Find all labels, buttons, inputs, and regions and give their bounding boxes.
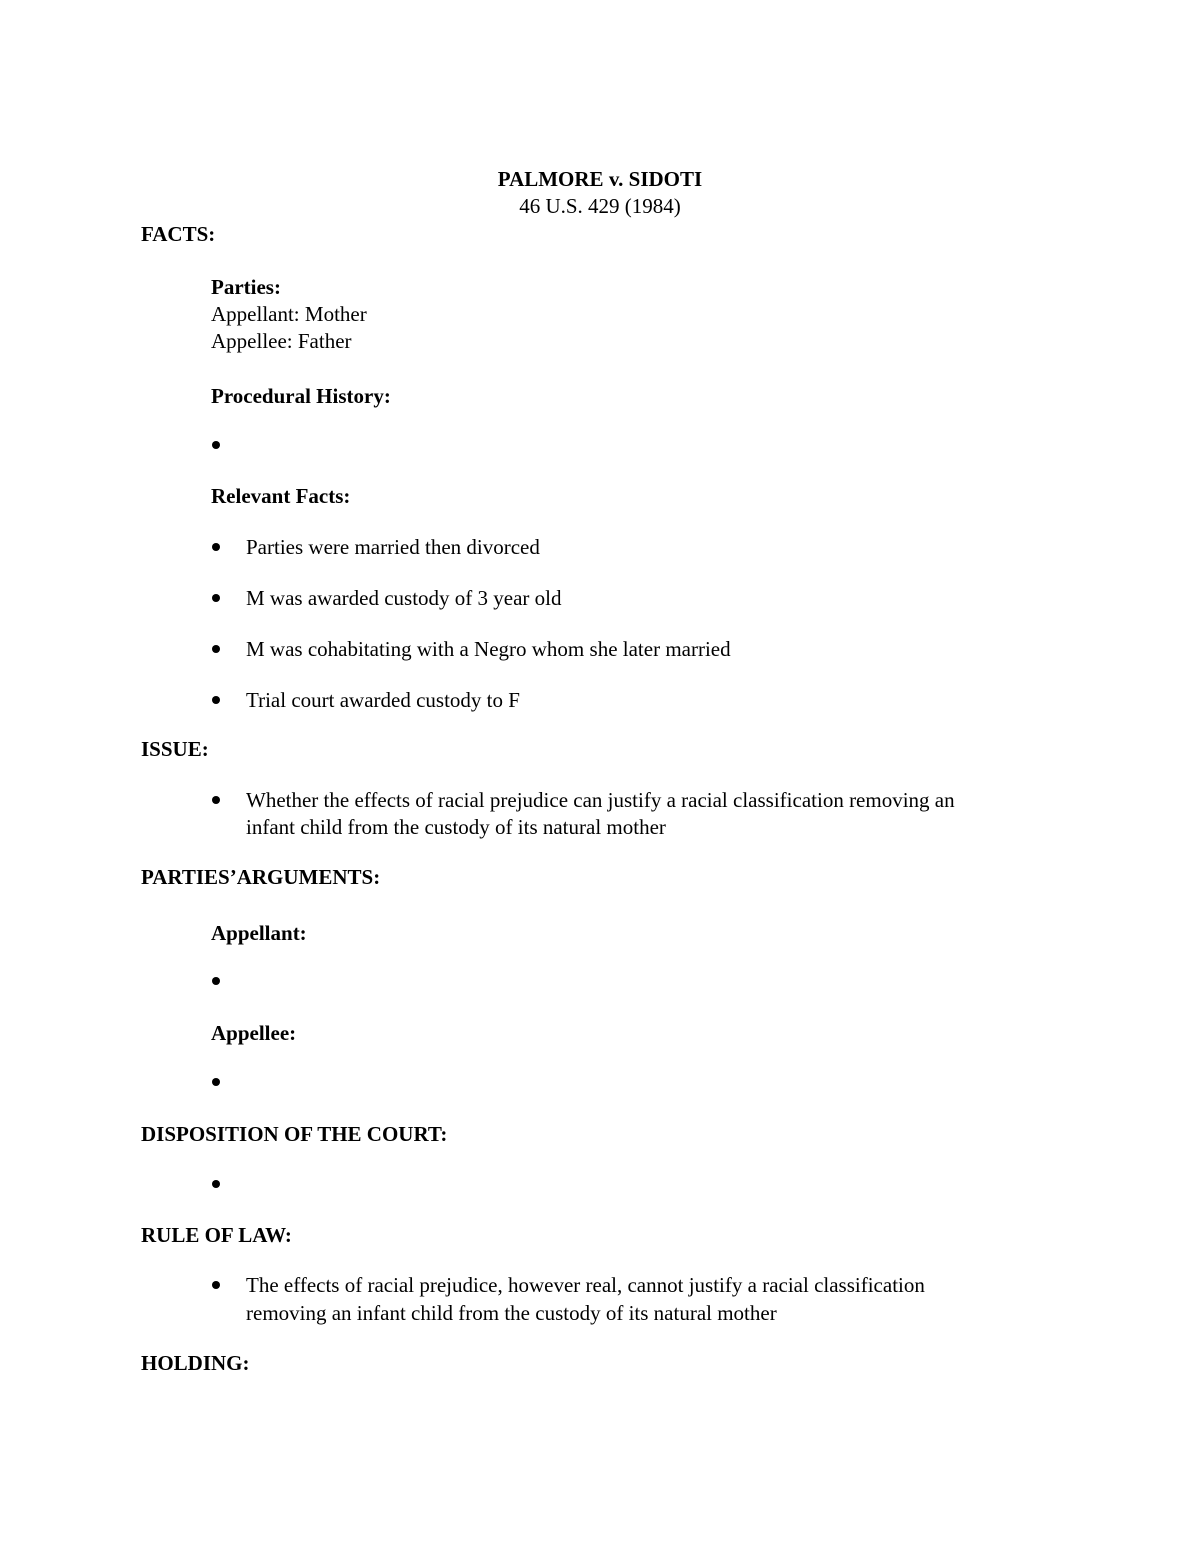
relevant-fact-item: M was awarded custody of 3 year old (246, 586, 562, 610)
bullet-icon (212, 645, 220, 653)
appellee-line: Appellee: Father (211, 329, 352, 353)
issue-heading: ISSUE: (141, 737, 209, 761)
bullet-icon (212, 594, 220, 602)
appellant-argument-heading: Appellant: (211, 921, 307, 945)
appellee-argument-heading: Appellee: (211, 1021, 297, 1045)
bullet-icon (212, 1180, 220, 1188)
rule-of-law-heading: RULE OF LAW: (141, 1223, 292, 1247)
bullet-icon (212, 796, 220, 804)
rule-item-line2: removing an infant child from the custody of its natural mother (246, 1301, 777, 1325)
rule-item-line1: The effects of racial prejudice, however real, cannot justify a racial classification (246, 1273, 925, 1297)
appellant-line: Appellant: Mother (211, 302, 367, 326)
bullet-icon (212, 1078, 220, 1086)
relevant-facts-heading: Relevant Facts: (211, 484, 351, 508)
issue-item-line1: Whether the effects of racial prejudice can justify a racial classification removing an (246, 788, 955, 812)
relevant-fact-item: Trial court awarded custody to F (246, 688, 520, 712)
bullet-icon (212, 1281, 220, 1289)
relevant-fact-item: Parties were married then divorced (246, 535, 540, 559)
disposition-heading: DISPOSITION OF THE COURT: (141, 1122, 448, 1146)
procedural-history-heading: Procedural History: (211, 384, 391, 408)
holding-heading: HOLDING: (141, 1351, 250, 1375)
parties-heading: Parties: (211, 275, 281, 299)
case-title: PALMORE v. SIDOTI (497, 167, 703, 191)
issue-item-line2: infant child from the custody of its natural mother (246, 815, 666, 839)
case-citation: 46 U.S. 429 (1984) (519, 194, 681, 218)
bullet-icon (212, 977, 220, 985)
bullet-icon (212, 696, 220, 704)
relevant-fact-item: M was cohabitating with a Negro whom she later married (246, 637, 731, 661)
facts-heading: FACTS: (141, 222, 216, 246)
bullet-icon (212, 441, 220, 449)
bullet-icon (212, 543, 220, 551)
parties-arguments-heading: PARTIES’ARGUMENTS: (141, 865, 381, 889)
